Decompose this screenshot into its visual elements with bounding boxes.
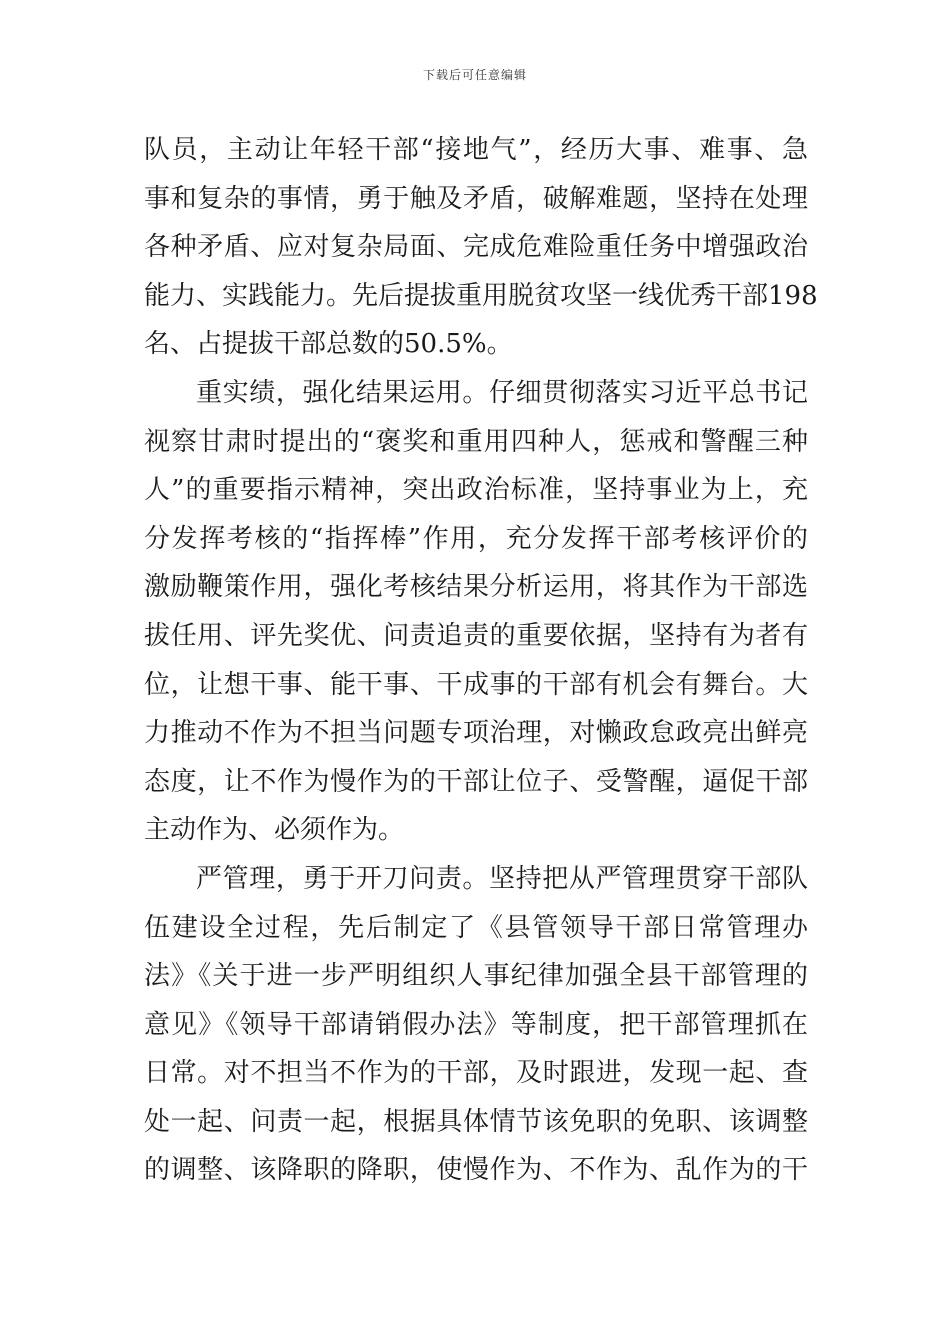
text-line: 重实绩，强化结果运用。仔细贯彻落实习近平总书记: [196, 377, 808, 408]
text-line: 日常。对不担当不作为的干部，及时跟进，发现一起、查: [144, 1058, 808, 1089]
text-line: 主动作为、必须作为。: [144, 815, 405, 846]
text-line: 法》《关于进一步严明组织人事纪律加强全县干部管理的: [144, 961, 808, 992]
text-line: 的调整、该降职的降职，使慢作为、不作为、乱作为的干: [144, 1155, 808, 1186]
text-line: 意见》《领导干部请销假办法》等制度，把干部管理抓在: [144, 1009, 808, 1040]
paragraph-1: [144, 126, 818, 369]
text-line: 处一起、问责一起，根据具体情节该免职的免职、该调整: [144, 1106, 808, 1137]
text-line: 名、占提拔干部总数的50.5%。: [144, 329, 513, 360]
text-line: 事和复杂的事情，勇于触及矛盾，破解难题，坚持在处理: [144, 183, 808, 214]
text-line: 严管理，勇于开刀问责。坚持把从严管理贯穿干部队: [196, 863, 808, 894]
text-line: 能力、实践能力。先后提拔重用脱贫攻坚一线优秀干部198: [144, 280, 818, 311]
page-header: 下载后可任意编辑: [422, 68, 527, 82]
paragraph-2: [144, 369, 808, 855]
text-line: 力推动不作为不担当问题专项治理，对懒政怠政亮出鲜亮: [144, 718, 808, 749]
document-body: [144, 126, 818, 1195]
text-line: 位，让想干事、能干事、干成事的干部有机会有舞台。大: [144, 669, 808, 700]
text-line: 人”的重要指示精神，突出政治标准，坚持事业为上，充: [144, 475, 808, 506]
paragraph-3: [144, 855, 808, 1195]
text-line: 激励鞭策作用，强化考核结果分析运用，将其作为干部选: [144, 572, 808, 603]
text-line: 视察甘肃时提出的“褒奖和重用四种人，惩戒和警醒三种: [144, 426, 808, 457]
text-line: 分发挥考核的“指挥棒”作用，充分发挥干部考核评价的: [144, 523, 808, 554]
text-line: 队员，主动让年轻干部“接地气”，经历大事、难事、急: [144, 135, 808, 165]
text-line: 态度，让不作为慢作为的干部让位子、受警醒，逼促干部: [144, 766, 808, 797]
text-line: 各种矛盾、应对复杂局面、完成危难险重任务中增强政治: [144, 232, 808, 263]
text-line: 拔任用、评先奖优、问责追责的重要依据，坚持有为者有: [144, 620, 808, 651]
text-line: 伍建设全过程，先后制定了《县管领导干部日常管理办: [144, 912, 808, 943]
